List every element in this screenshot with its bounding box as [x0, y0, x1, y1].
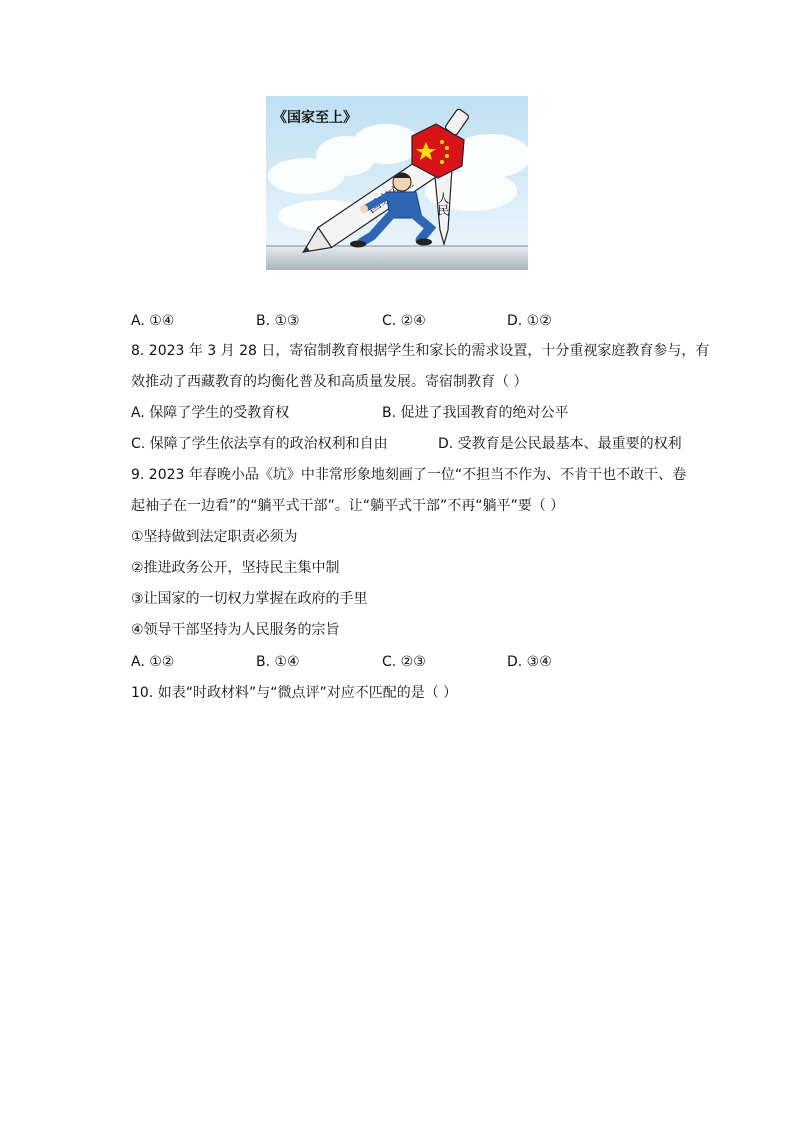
q9-statement-1: ①坚持做到法定职责必须为 [131, 529, 298, 545]
q7-option-b[interactable]: B. ①③ [256, 313, 300, 329]
q9-statement-4: ④领导干部坚持为人民服务的宗旨 [131, 622, 340, 638]
cartoon-illustration [266, 96, 528, 270]
q9-stem-line1: 9. 2023 年春晚小品《坑》中非常形象地刻画了一位“不担当不作为、不肯干也不敢干、卷 [131, 467, 687, 483]
compass-leg-label: 人民 [436, 192, 450, 216]
q9-statement-3: ③让国家的一切权力掌握在政府的手里 [131, 591, 368, 607]
q7-option-a[interactable]: A. ①④ [131, 313, 175, 329]
q9-stem-line2: 起袖子在一边看”的“躺平式干部”。让“躺平式干部”不再“躺平”要（ ） [131, 498, 565, 514]
q7-option-c[interactable]: C. ②④ [382, 313, 426, 329]
q7-option-d[interactable]: D. ①② [507, 313, 552, 329]
q8-option-a[interactable]: A. 保障了学生的受教育权 [131, 405, 290, 421]
cartoon-title: 《国家至上》 [273, 110, 357, 126]
q8-option-b[interactable]: B. 促进了我国教育的绝对公平 [382, 405, 569, 421]
q9-statement-2: ②推进政务公开，坚持民主集中制 [131, 560, 340, 576]
q8-option-c[interactable]: C. 保障了学生依法享有的政治权利和自由 [131, 436, 388, 452]
q9-option-d[interactable]: D. ③④ [507, 654, 552, 670]
q9-option-c[interactable]: C. ②③ [382, 654, 426, 670]
q8-option-d[interactable]: D. 受教育是公民最基本、最重要的权利 [438, 436, 682, 452]
q9-option-b[interactable]: B. ①④ [256, 654, 300, 670]
q8-stem-line1: 8. 2023 年 3 月 28 日，寄宿制教育根据学生和家长的需求设置，十分重视家庭教育参与，有 [131, 343, 710, 359]
q10-stem-line1: 10. 如表“时政材料”与“微点评”对应不匹配的是（ ） [131, 685, 458, 701]
q8-stem-line2: 效推动了西藏教育的均衡化普及和高质量发展。寄宿制教育（ ） [131, 374, 528, 390]
q9-option-a[interactable]: A. ①② [131, 654, 175, 670]
